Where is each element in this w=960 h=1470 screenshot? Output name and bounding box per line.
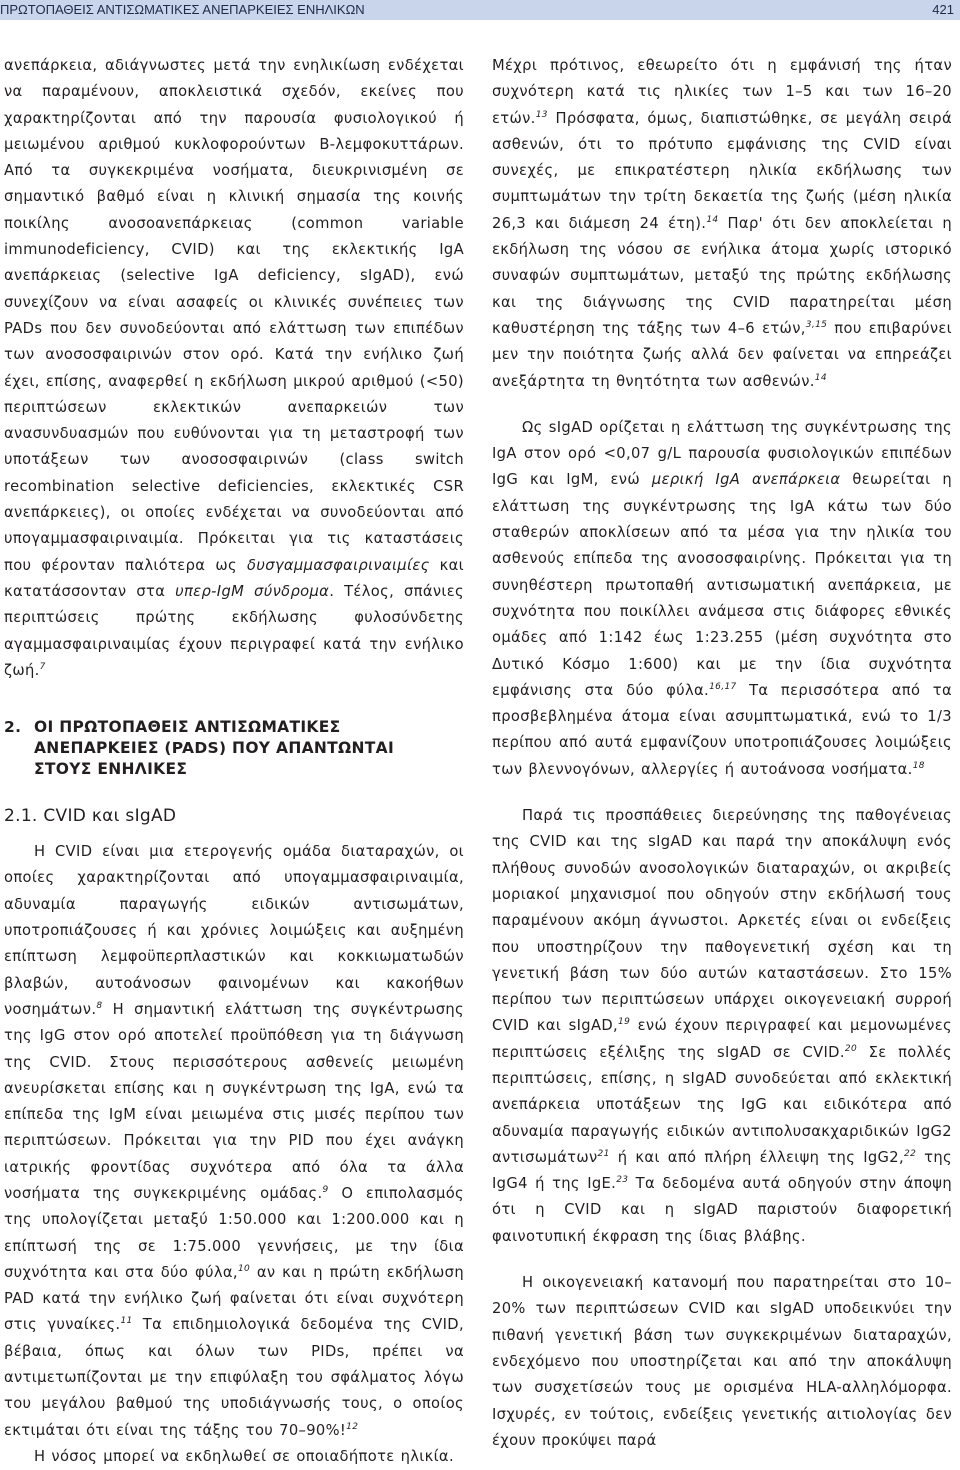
paragraph-familial: Η οικογενειακή κατανομή που παρατηρείται στο 10–20% των περιπτώσεων CVID και sIgAD υποδεικνύει την πιθανή γενετική βάση των συγκεκριμένων διαταραχών, ενδεχόμενο που υποστηρίζεται και από την αποκάλυψη των συσχετίσεών τους με ορισμένα HLA-αλληλόμορφα. Ισχυρές, εν τούτοις, ενδείξεις γενετικής αιτιολογίας δεν έχουν προκύψει παρά [492, 1274, 952, 1449]
running-header [0, 0, 960, 20]
section-heading: 2. ΟΙ ΠΡΩΤΟΠΑΘΕΙΣ ΑΝΤΙΣΩΜΑΤΙΚΕΣ ΑΝΕΠΑΡΚΕΙΕΣ (PADS) ΠΟΥ ΑΠΑΝΤΩΝΤΑΙ ΣΤΟΥΣ ΕΝΗΛΙΚΕΣ [4, 718, 395, 779]
paragraph-continued: ανεπάρκεια, αδιάγνωστες μετά την ενηλικίωση ενδέχεται να παραμένουν, αποκλειστικά σχεδόν, εκείνες που χαρακτηρίζονται από την παρουσία φυσιολογικού ή μειωμένου αριθμού κυκλοφορούντων Β-λεμφοκυττάρων. Από τα συγκεκριμένα νοσήματα, διευκρινισμένη σε σημαντικό βαθμό είναι η κλινική σημασία της κοινής ποικίλης ανοσοανεπάρκειας (common variable immunodeficiency, CVID) και της εκλεκτικής IgA ανεπάρκειας (selective IgA deficiency, sIgAD), ενώ συνεχίζουν να είναι ασαφείς οι κλινικές συνέπειες των PADs που δεν συνοδεύονται από ελάττωση των επιπέδων των ανοσοσφαιρινών στον ορό. Κατά την ενήλικο ζωή έχει, επίσης, αναφερθεί η εκδήλωση μικρού αριθμού (<50) περιπτώσεων εκλεκτικών ανεπαρκειών των ανασυνδυασμών που ευθύνονται για τη μεταστροφή των υποτάξεων των ανοσοσφαιρινών (class switch recombination selective deficiencies, εκλεκτικές CSR ανεπάρκειες), οι οποίες ενδέχεται να συνοδεύονται από υπογαμμασφαιριναιμία. Πρόκειται για τις καταστάσεις που φέρονταν παλιότερα ως δυσγαμμασφαιριναιμίες και κατατάσσονταν στα υπερ-IgM σύνδρομα. Τέλος, σπάνιες περιπτώσεις πρώτης εκδήλωσης φυλοσύνδετης αγαμμασφαιριναιμίας έχουν περιγραφεί κατά την ενήλικο ζωή.$^7$ [4, 57, 464, 679]
section-number: 2. [4, 718, 22, 737]
page-number: 421 [932, 2, 954, 17]
right-column [492, 53, 952, 1454]
subsection-heading: 2.1. CVID και sIgAD [4, 806, 177, 827]
left-column [4, 53, 464, 1470]
running-header-title: ΠΡΩΤΟΠΑΘΕΙΣ ΑΝΤΙΣΩΜΑΤΙΚΕΣ ΑΝΕΠΑΡΚΕΙΕΣ ΕΝΗΛΙΚΩΝ [0, 2, 365, 17]
paragraph-sigad: Ως sIgAD ορίζεται η ελάττωση της συγκέντρωσης της IgA στον ορό <0,07 g/L παρουσία φυσιολογικών επιπέδων IgG και IgM, ενώ μερική IgA ανεπάρκεια θεωρείται η ελάττωση της συγκέντρωσης της IgA κάτω των δύο σταθερών αποκλίσεων από τα μέσα για την ηλικία του ασθενούς επίπεδα της ανοσοσφαιρίνης. Πρόκειται για τη συνηθέστερη πρωτοπαθή αντισωματική ανεπάρκεια, με συχνότητα που ποικίλλει ανάμεσα στις διάφορες εθνικές ομάδες από 1:142 έως 1:23.255 (μέση συχνότητα στο Δυτικό Κόσμο 1:600) και με την ίδια συχνότητα εμφάνισης στα δύο φύλα.$^{16,17}$ Τα περισσότερα από τα προσβεβλημένα άτομα είναι ασυμπτωματικά, ενώ το 1/3 περίπου από αυτά εμφανίζουν υποτροπιάζουσες λοιμώξεις των βλεννογόνων, αλλεργίες ή αυτοάνοσα νοσήματα.$^{18}$ [492, 418, 953, 778]
paragraph-cvid: Η CVID είναι μια ετερογενής ομάδα διαταραχών, οι οποίες χαρακτηρίζονται από υπογαμμασφαιριναιμία, αδυναμία παραγωγής ειδικών αντισωμάτων, υποτροπιάζουσες ή και χρόνιες λοιμώξεις και αυξημένη επίπτωση λεμφοϋπερπλαστικών και κοκκιωματωδών βλαβών, αυτοάνοσων φαινομένων και κακοήθων νοσημάτων.$^8$ Η σημαντική ελάττωση της συγκέντρωσης της IgG στον ορό αποτελεί προϋπόθεση για τη διάγνωση της CVID. Στους περισσότερους ασθενείς μειωμένη ανευρίσκεται επίσης και η συγκέντρωση της IgA, ενώ τα επίπεδα της IgM είναι μειωμένα στις μισές περίπου των περιπτώσεων. Πρόκειται για την PID που έχει ανάγκη ιατρικής φροντίδας συχνότερα από όλα τα άλλα νοσήματα της συγκεκριμένης ομάδας.$^9$ Ο επιπολασμός της υπολογίζεται μεταξύ 1:50.000 και 1:200.000 και η επίπτωσή της σε 1:75.000 γεννήσεις, με την ίδια συχνότητα και στα δύο φύλα,$^{10}$ αν και η πρώτη εκδήλωση PAD κατά την ενήλικο ζωή φαίνεται ότι είναι συχνότερη στις γυναίκες.$^{11}$ Τα επιδημιολογικά δεδομένα της CVID, βέβαια, όπως και όλων των PIDs, πρέπει να αντιμετωπίζονται με την επιφύλαξη του σφάλματος λόγω του μεγάλου βαθμού της υποδιάγνωσής τους, ο οποίος εκτιμάται ότι είναι της τάξης του 70–90%!$^{12}$ [4, 843, 464, 1439]
paragraph-age: Η νόσος μπορεί να εκδηλωθεί σε οποιαδήποτε ηλικία. [34, 1447, 454, 1465]
citation: 7 [39, 661, 46, 672]
paragraph-onset: Μέχρι πρότινος, εθεωρείτο ότι η εμφάνισή της ήταν συχνότερη κατά τις ηλικίες των 1–5 και των 16–20 ετών.$^{13}$ Πρόσφατα, όμως, διαπιστώθηκε, σε μεγάλη σειρά ασθενών, ότι το πρότυπο εμφάνισης της CVID είναι συνεχές, με επικρατέστερη ηλικία εκδήλωσης των συμπτωμάτων την τρίτη δεκαετία της ζωής (μέση ηλικία 26,3 και διάμεση 24 έτη).$^{14}$ Παρ' ότι δεν αποκλείεται η εκδήλωση της νόσου σε ενήλικα άτομα χωρίς ιστορικό συναφών συμπτωμάτων, μεταξύ της πρώτης εκδήλωσης και της διάγνωσης της CVID παρατηρείται μέση καθυστέρηση της τάξης των 4–6 ετών,$^{3,15}$ που επιβαρύνει μεν την ποιότητα ζωής αλλά δεν φαίνεται να επηρεάζει ανεξάρτητα τη θνητότητα των ασθενών.$^{14}$ [492, 57, 952, 390]
paragraph-pathogenesis: Παρά τις προσπάθειες διερεύνησης της παθογένειας της CVID και της sIgAD και παρά την αποκάλυψη ενός πλήθους συνοδών ανοσολογικών διαταραχών, οι ακριβείς μοριακοί μηχανισμοί που οδηγούν στην εκδήλωσή τους παραμένουν ακόμη άγνωστοι. Αρκετές είναι οι ενδείξεις που υποστηρίζουν την παθογενετική σχέση και τη γενετική βάση των δύο αυτών καταστάσεων. Στο 15% περίπου των περιπτώσεων υπάρχει οικογενειακή συρροή CVID και sIgAD,$^{19}$ ενώ έχουν περιγραφεί και μεμονωμένες περιπτώσεις εξέλιξης της sIgAD σε CVID.$^{20}$ Σε πολλές περιπτώσεις, επίσης, η sIgAD συνοδεύεται από εκλεκτική ανεπάρκεια υποτάξεων της IgG και ειδικότερα από αδυναμία παραγωγής ειδικών αντιπολυσακχαριδικών IgG2 αντισωμάτων$^{21}$ ή και από πλήρη έλλειψη της IgG2,22 της IgG4 ή της IgE.$^{23}$ Τα δεδομένα αυτά οδηγούν στην άποψη ότι η CVID και η sIgAD παριστούν διαφορετική φαινοτυπική έκφραση της ίδιας βλάβης. [492, 807, 953, 1245]
